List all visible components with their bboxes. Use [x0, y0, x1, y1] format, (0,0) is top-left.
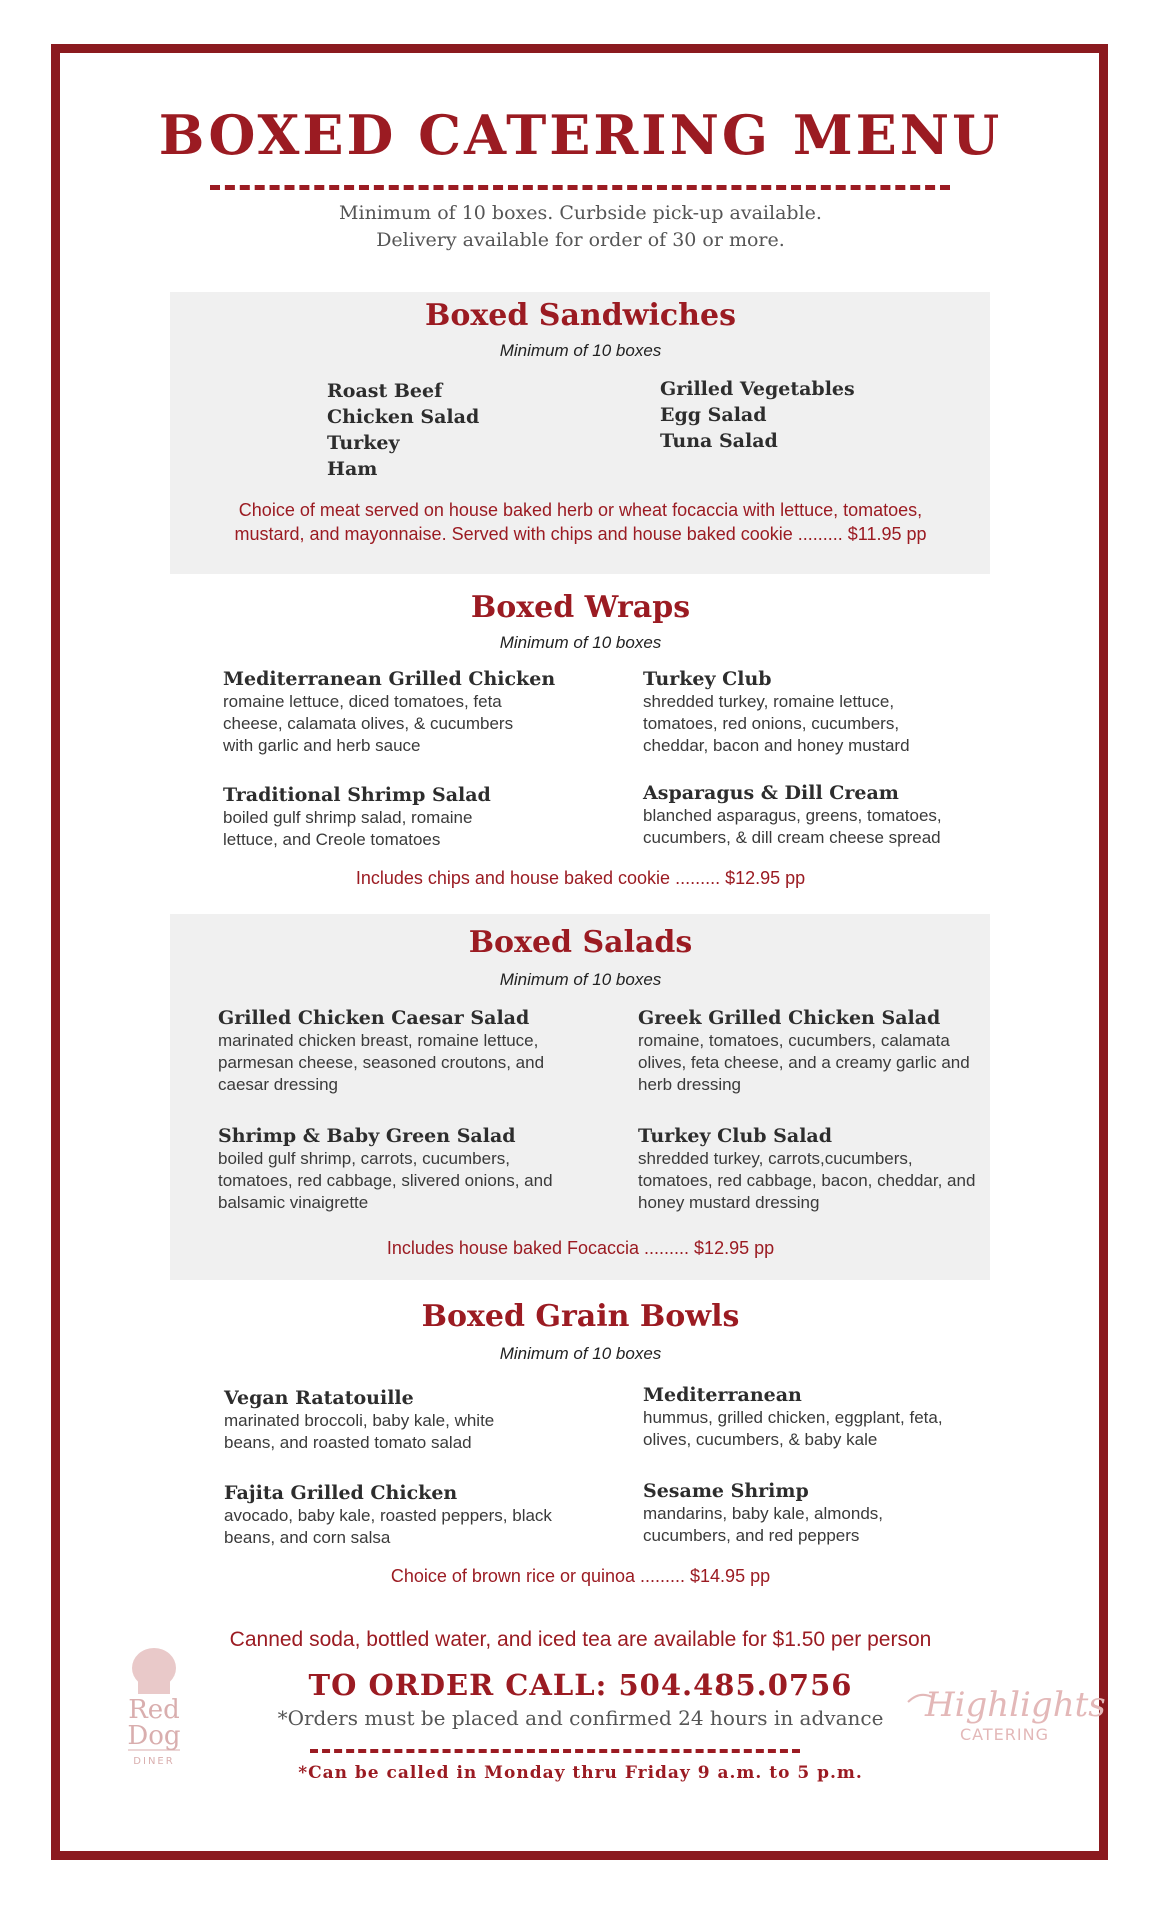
bowl-item — [643, 1383, 1023, 1451]
salad-description: romaine, tomatoes, cucumbers, calamata olives, feta cheese, and a creamy garlic and herb dressing — [638, 1031, 970, 1094]
sandwich-item: Ham — [327, 458, 378, 480]
wrap-name: Turkey Club — [643, 668, 772, 690]
title-divider — [210, 185, 950, 190]
bowls-minimum: Minimum of 10 boxes — [499, 1344, 662, 1363]
wrap-description: boiled gulf shrimp salad, romaine lettuce, and Creole tomatoes — [223, 808, 473, 849]
salad-name: Grilled Chicken Caesar Salad — [218, 1007, 530, 1029]
sandwiches-title: Boxed Sandwiches — [425, 298, 736, 333]
salad-item — [218, 1006, 598, 1096]
svg-text:Dog: Dog — [127, 1721, 181, 1751]
wrap-description: blanched asparagus, greens, tomatoes, cucumbers, & dill cream cheese spread — [643, 806, 942, 847]
wrap-name: Mediterranean Grilled Chicken — [223, 668, 556, 690]
wrap-item — [643, 667, 1023, 757]
wrap-description: romaine lettuce, diced tomatoes, feta cheese, calamata olives, & cucumbers with garlic and herb sauce — [223, 692, 514, 755]
drinks-note: Canned soda, bottled water, and iced tea are available for $1.50 per person — [229, 1628, 932, 1651]
salad-description: marinated chicken breast, romaine lettuce, parmesan cheese, seasoned croutons, and caesar dressing — [218, 1031, 545, 1094]
wraps-minimum: Minimum of 10 boxes — [499, 633, 662, 652]
bowl-item — [224, 1481, 604, 1549]
footer-divider — [310, 1749, 800, 1753]
wrap-name: Traditional Shrimp Salad — [223, 784, 491, 806]
salad-name: Turkey Club Salad — [638, 1125, 833, 1147]
wrap-item — [643, 781, 1023, 849]
bowl-name: Sesame Shrimp — [643, 1480, 809, 1502]
salad-name: Shrimp & Baby Green Salad — [218, 1125, 516, 1147]
svg-text:Red: Red — [128, 1695, 180, 1725]
intro-text — [0, 200, 1161, 254]
bowl-item — [643, 1479, 1023, 1547]
bowl-description: mandarins, baby kale, almonds, cucumbers, and red peppers — [643, 1504, 884, 1545]
sandwiches-note — [0, 498, 1161, 546]
sandwiches-note-line-1: Choice of meat served on house baked herb or wheat focaccia with lettuce, tomatoes, — [238, 500, 923, 520]
salads-note: Includes house baked Focaccia ......... $12.95 pp — [386, 1238, 775, 1258]
bowl-name: Mediterranean — [643, 1384, 802, 1406]
salad-item — [638, 1006, 1018, 1096]
bowl-description: hummus, grilled chicken, eggplant, feta, olives, cucumbers, & baby kale — [643, 1408, 943, 1449]
wrap-item — [223, 667, 603, 757]
salad-description: boiled gulf shrimp, carrots, cucumbers, tomatoes, red cabbage, slivered onions, and balsamic vinaigrette — [218, 1149, 553, 1212]
sandwich-item: Turkey — [327, 432, 400, 454]
salad-name: Greek Grilled Chicken Salad — [638, 1007, 941, 1029]
sandwich-list-right — [660, 376, 855, 454]
order-phone: TO ORDER CALL: 504.485.0756 — [308, 1668, 853, 1702]
sandwich-list-left — [327, 378, 479, 482]
intro-line-2: Delivery available for order of 30 or more. — [376, 229, 785, 251]
wraps-note: Includes chips and house baked cookie ......... $12.95 pp — [355, 868, 806, 888]
svg-text:DINER: DINER — [133, 1756, 175, 1767]
sandwich-item: Egg Salad — [660, 404, 767, 426]
red-dog-diner-logo — [118, 1640, 190, 1770]
sandwich-item: Grilled Vegetables — [660, 378, 855, 400]
wraps-title: Boxed Wraps — [470, 590, 691, 625]
advance-notice: *Orders must be placed and confirmed 24 hours in advance — [277, 1706, 884, 1730]
salads-title: Boxed Salads — [468, 925, 693, 960]
sandwich-item: Roast Beef — [327, 380, 443, 402]
bowls-note: Choice of brown rice or quinoa ......... $14.95 pp — [390, 1566, 771, 1586]
svg-text:CATERING: CATERING — [960, 1725, 1049, 1744]
page-title: BOXED CATERING MENU — [158, 103, 1003, 167]
salads-band — [170, 914, 990, 1280]
intro-line-1: Minimum of 10 boxes. Curbside pick-up available. — [339, 202, 822, 224]
highlights-catering-logo — [900, 1672, 1106, 1752]
wrap-item — [223, 783, 603, 851]
sandwiches-minimum: Minimum of 10 boxes — [499, 341, 662, 360]
salad-description: shredded turkey, carrots,cucumbers, tomatoes, red cabbage, bacon, cheddar, and honey mustard dressing — [638, 1149, 976, 1212]
bowl-item — [224, 1386, 604, 1454]
bowl-name: Fajita Grilled Chicken — [224, 1482, 458, 1504]
sandwich-item: Chicken Salad — [327, 406, 480, 428]
bowl-description: marinated broccoli, baby kale, white beans, and roasted tomato salad — [224, 1411, 495, 1452]
bowls-title: Boxed Grain Bowls — [421, 1299, 740, 1334]
call-hours: *Can be called in Monday thru Friday 9 a.m. to 5 p.m. — [298, 1763, 863, 1783]
salad-item — [638, 1124, 1018, 1214]
sandwiches-note-line-2: mustard, and mayonnaise. Served with chips and house baked cookie ......... $11.95 pp — [234, 524, 927, 544]
svg-text:Highlights: Highlights — [925, 1685, 1106, 1725]
bowl-name: Vegan Ratatouille — [224, 1387, 414, 1409]
wrap-name: Asparagus & Dill Cream — [643, 782, 899, 804]
salad-item — [218, 1124, 598, 1214]
wrap-description: shredded turkey, romaine lettuce, tomatoes, red onions, cucumbers, cheddar, bacon and honey mustard — [643, 692, 910, 755]
salads-minimum: Minimum of 10 boxes — [499, 970, 662, 989]
bowl-description: avocado, baby kale, roasted peppers, black beans, and corn salsa — [224, 1506, 552, 1547]
sandwich-item: Tuna Salad — [660, 430, 778, 452]
